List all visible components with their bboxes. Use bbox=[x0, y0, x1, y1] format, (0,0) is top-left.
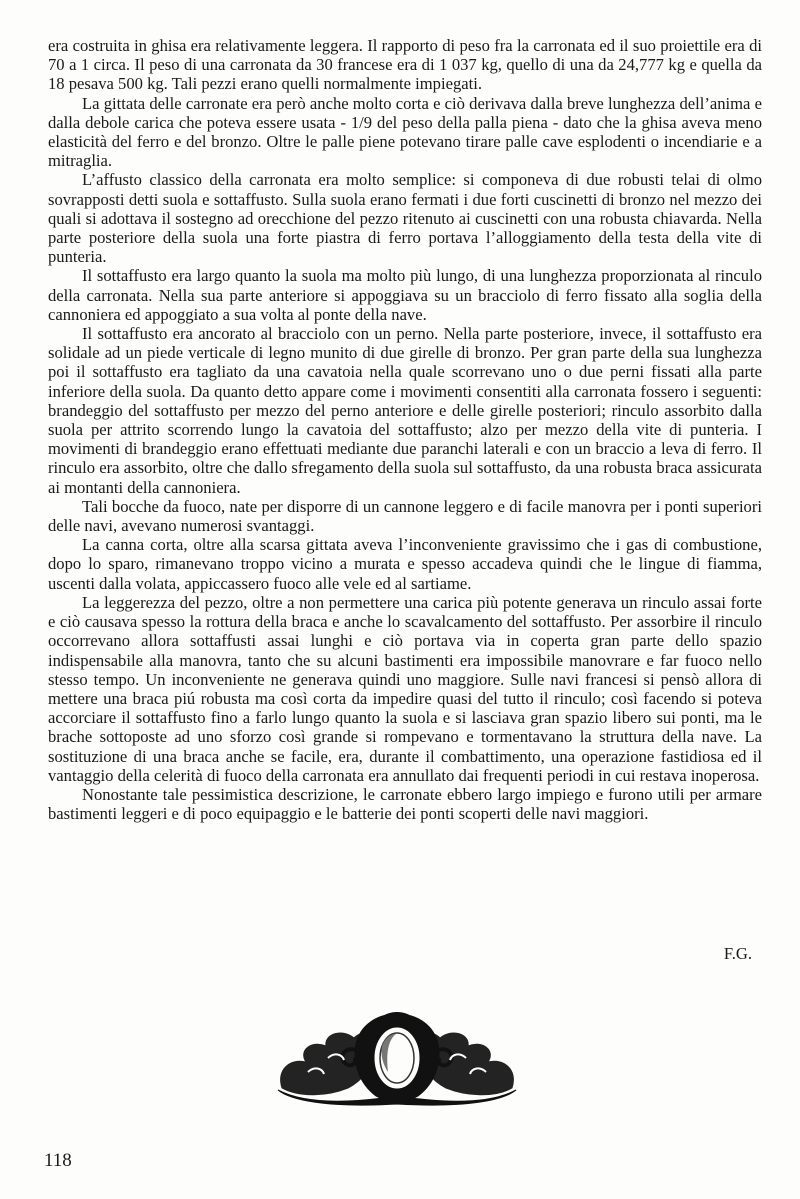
paragraph: La canna corta, oltre alla scarsa gittata aveva l’inconveniente gravissimo che i gas di combustione, dopo lo sparo, rimanevano troppo vicino a murata e spesso accadeva quindi che le lingue di fiamma, uscenti dalla volata, appiccassero fuoco alle vele ed al sartiame. bbox=[48, 535, 762, 593]
paragraph: Il sottaffusto era largo quanto la suola ma molto più lungo, di una lunghezza proporzionata al rinculo della carronata. Nella sua parte anteriore si appoggiava su un bracciolo di ferro fissato alla soglia della cannoniera ed appoggiato a sua volta al ponte della nave. bbox=[48, 266, 762, 324]
paragraph: era costruita in ghisa era relativamente leggera. Il rapporto di peso fra la carronata ed il suo proiettile era di 70 a 1 circa. Il peso di una carronata da 30 francese era di 1 037 kg, quello di una da 24,777 kg e quella da 18 pesava 500 kg. Tali pezzi erano quelli normalmente impiegati. bbox=[48, 36, 762, 94]
page-number: 118 bbox=[44, 1150, 72, 1171]
paragraph: Nonostante tale pessimistica descrizione, le carronate ebbero largo impiego e furono utili per armare bastimenti leggeri e di poco equipaggio e le batterie dei ponti scoperti delle navi maggiori. bbox=[48, 784, 762, 824]
author-signature: F.G. bbox=[723, 944, 752, 963]
paragraph: Il sottaffusto era ancorato al bracciolo con un perno. Nella parte posteriore, invece, il sottaffusto era solidale ad un piede verticale di legno munito di due girelle di bronzo. Per gran parte della sua lunghezza poi il sottaffusto era tagliato da una cavatoia nella quale scorrevano uno o due perni fissati alla parte inferiore della suola. Da quanto detto appare come i movimenti consentiti alla carronata fossero i seguenti: brandeggio del sottaffusto per mezzo del perno anteriore e delle girelle posteriori; rinculo assorbito dalla suola per attrito scorrendo lungo la cavatoia del sottaffusto; alzo per mezzo della vite di punteria. I movimenti di brandeggio erano effettuati mediante due paranchi laterali e con un braccio a leva di ferro. Il rinculo era assorbito, oltre che dallo sfregamento della suola sul sottaffusto, da una robusta braca assicurata ai montanti della cannoniera. bbox=[48, 324, 762, 497]
paragraph: La gittata delle carronate era però anche molto corta e ciò derivava dalla breve lunghezza dell’anima e dalla debole carica che poteva essere usata - 1/9 del peso della palla piena - dato che la ghisa aveva meno elasticità del ferro e del bronzo. Oltre le palle piene potevano tirare palle cave esplodenti o incendiarie e a mitraglia. bbox=[48, 93, 762, 171]
paragraph: Tali bocche da fuoco, nate per disporre di un cannone leggero e di facile manovra per i ponti superiori delle navi, avevano numerosi svantaggi. bbox=[48, 496, 762, 536]
paragraph: L’affusto classico della carronata era molto semplice: si componeva di due robusti telai di olmo sovrapposti detti suola e sottaffusto. Sulla suola erano fermati i due forti cuscinetti di bronzo nel mezzo dei quali si adottava il sostegno ad orecchione del pezzo ritenuto ai cuscinetti con una robusta chiavarda. Nella parte posteriore della suola una forte piastra di ferro portava l’alloggiamento della testa della vite di punteria. bbox=[48, 170, 762, 267]
paragraph: La leggerezza del pezzo, oltre a non permettere una carica più potente generava un rinculo assai forte e ciò causava spesso la rottura della braca e anche lo scavalcamento del sottaffusto. Per assorbire il rinculo occorrevano allora sottaffusti assai lunghi e ciò portava via in coperta gran parte dello spazio indispensabile alla manovra, tanto che su alcuni bastimenti era impossibile manovrare e far fuoco nello stesso tempo. Un inconveniente ne generava quindi uno maggiore. Sulle navi francesi si pensò allora di mettere una braca piú robusta ma così corta da impedire quasi del tutto il rinculo; così facendo si poteva accorciare il sottaffusto fino a farlo lungo quanto la suola e si lasciava gran spazio libero sui ponti, ma le brache sottoposte ad uno sforzo così grande si rompevano e tormentavano la struttura della nave. La sostituzione di una braca anche se facile, era, durante il combattimento, una operazione fastidiosa ed il vantaggio della celerità di fuoco della carronata era annullato dai frequenti periodi in cui restava inoperosa. bbox=[48, 592, 762, 785]
article-body bbox=[48, 36, 762, 823]
baroque-cartouche-ornament-icon bbox=[268, 1010, 526, 1108]
